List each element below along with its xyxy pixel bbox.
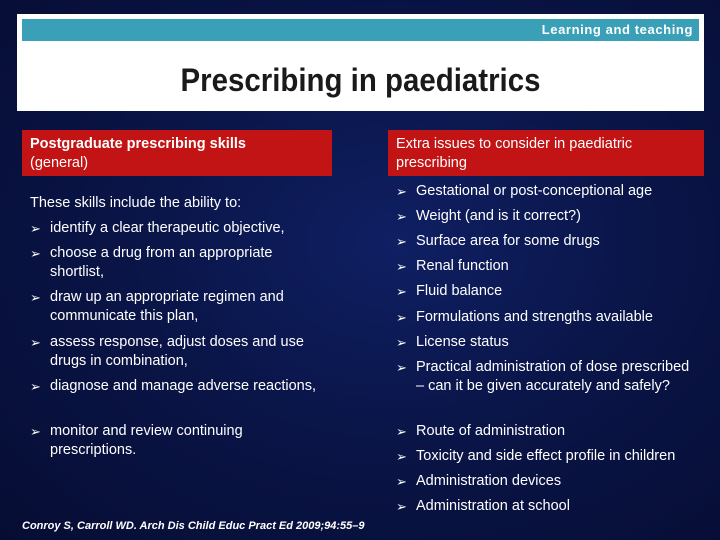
right-bullet-text: Formulations and strengths available [416, 309, 653, 325]
right-bullet-text: Administration devices [416, 473, 562, 489]
left-bullet-text: choose a drug from an appropriate shortlist, [50, 245, 273, 280]
bullet-arrow-icon: ➢ [396, 424, 407, 439]
left-bullet [30, 422, 320, 460]
right-bullet-text: Surface area for some drugs [416, 233, 600, 249]
right-bullet-text: Administration at school [416, 498, 570, 514]
citation: Conroy S, Carroll WD. Arch Dis Child Educ Pract Ed 2009;94:55–9 [22, 520, 365, 532]
section-tag: Learning and teaching [541, 22, 693, 37]
bullet-arrow-icon: ➢ [396, 310, 407, 325]
bullet-arrow-icon: ➢ [396, 335, 407, 350]
right-heading-subtitle: prescribing [396, 155, 467, 171]
right-bullet [396, 257, 706, 276]
left-bullet-text: diagnose and manage adverse reactions, [50, 378, 317, 394]
right-bullet [396, 182, 706, 201]
right-bullet-text: Fluid balance [416, 283, 503, 299]
bullet-arrow-icon: ➢ [30, 335, 41, 350]
bullet-arrow-icon: ➢ [396, 449, 407, 464]
right-bullet-text: License status [416, 334, 509, 350]
left-bullet-text: monitor and review continuing prescriptions. [50, 423, 243, 458]
right-bullet [396, 447, 716, 466]
left-bullet-text: identify a clear therapeutic objective, [50, 220, 285, 236]
bullet-arrow-icon: ➢ [396, 259, 407, 274]
bullet-arrow-icon: ➢ [396, 499, 407, 514]
bullet-arrow-icon: ➢ [30, 246, 41, 261]
right-bullet [396, 207, 706, 226]
left-heading-box [22, 130, 332, 176]
bullet-arrow-icon: ➢ [30, 290, 41, 305]
right-bullet [396, 497, 706, 516]
header-card [17, 14, 704, 111]
right-heading-title: Extra issues to consider in paediatric [396, 136, 633, 152]
bullet-arrow-icon: ➢ [396, 360, 407, 375]
right-bullet-text: Route of administration [416, 423, 566, 439]
right-bullet-text: Renal function [416, 258, 509, 274]
right-bullet-text: Gestational or post-conceptional age [416, 183, 653, 199]
left-bullet [30, 219, 320, 238]
left-heading-title: Postgraduate prescribing skills [30, 136, 246, 152]
left-bullet [30, 244, 320, 282]
left-heading-subtitle: (general) [30, 155, 89, 171]
right-bullet-text: Toxicity and side effect profile in children [416, 448, 676, 464]
slide-title: Prescribing in paediatrics [180, 62, 541, 98]
bullet-arrow-icon: ➢ [396, 284, 407, 299]
right-bullet [396, 232, 706, 251]
right-bullet [396, 308, 706, 327]
right-bullet [396, 282, 706, 301]
bullet-arrow-icon: ➢ [396, 184, 407, 199]
bullet-arrow-icon: ➢ [396, 474, 407, 489]
bullet-arrow-icon: ➢ [396, 234, 407, 249]
bullet-arrow-icon: ➢ [30, 379, 41, 394]
right-bullet-text: Practical administration of dose prescribed – can it be given accurately and safely? [416, 359, 690, 394]
right-bullet-text: Weight (and is it correct?) [416, 208, 581, 224]
right-bullet [396, 422, 706, 441]
bullet-arrow-icon: ➢ [30, 424, 41, 439]
left-intro: These skills include the ability to: [30, 195, 242, 211]
left-bullet [30, 288, 320, 326]
section-banner [22, 19, 699, 41]
left-bullet-text: draw up an appropriate regimen and communicate this plan, [50, 289, 284, 324]
right-bullet [396, 333, 706, 352]
right-bullet [396, 472, 706, 491]
bullet-arrow-icon: ➢ [30, 221, 41, 236]
bullet-arrow-icon: ➢ [396, 209, 407, 224]
left-bullet-text: assess response, adjust doses and use drugs in combination, [50, 334, 304, 369]
right-heading-box [388, 130, 704, 176]
left-bullet [30, 333, 320, 371]
left-bullet [30, 377, 320, 396]
right-bullet [396, 358, 696, 396]
